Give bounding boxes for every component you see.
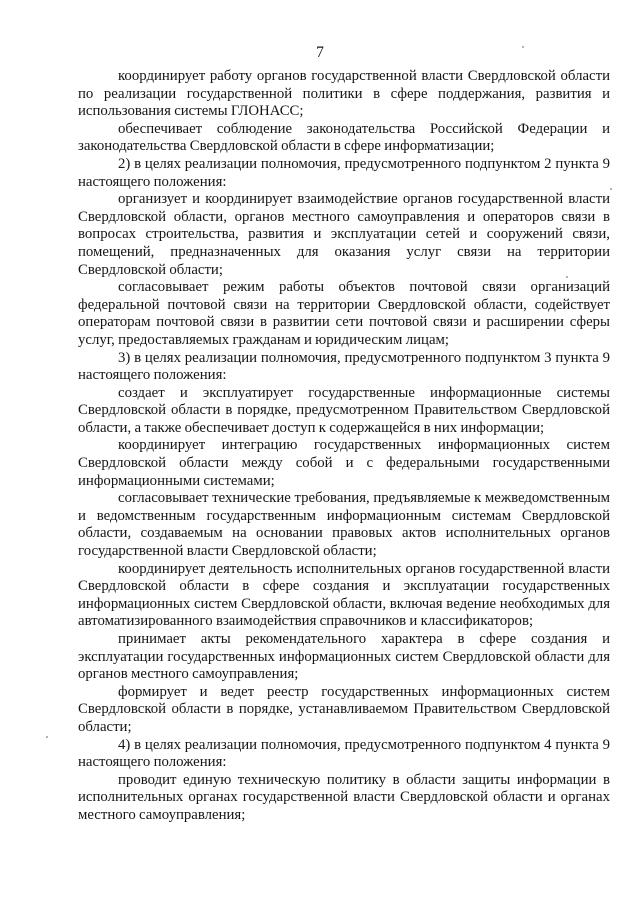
scan-speck: [610, 188, 612, 190]
paragraph-13: 4) в целях реализации полномочия, предусмотренного подпунктом 4 пункта 9 настоящего положения:: [78, 736, 610, 771]
scan-speck: [566, 276, 568, 278]
scan-speck: [46, 736, 48, 738]
paragraph-6: 3) в целях реализации полномочия, предусмотренного подпунктом 3 пункта 9 настоящего положения:: [78, 349, 610, 384]
paragraph-8: координирует интеграцию государственных информационных систем Свердловской области между собой и с федеральными государственными информационными системами;: [78, 437, 610, 489]
paragraph-12: формирует и ведет реестр государственных информационных систем Свердловской области в порядке, устанавливаемом Правительством Свердловской области;: [78, 683, 610, 735]
paragraph-1: координирует работу органов государственной власти Свердловской области по реализации государственной политики в сфере поддержания, развития и использования системы ГЛОНАСС;: [78, 68, 610, 120]
document-body: [78, 68, 610, 825]
scan-speck: [522, 46, 524, 48]
paragraph-11: принимает акты рекомендательного характера в сфере создания и эксплуатации государственных информационных систем Свердловской области для органов местного самоуправления;: [78, 631, 610, 683]
page-number: 7: [316, 44, 324, 61]
paragraph-7: создает и эксплуатирует государственные информационные системы Свердловской области в порядке, предусмотренном Правительством Свердловской области, а также обеспечивает доступ к содержащейся в них информации;: [78, 384, 610, 436]
paragraph-4: организует и координирует взаимодействие органов государственной власти Свердловской области, органов местного самоуправления и операторов связи в вопросах строительства, развития и эксплуатации сетей и сооружений связи, помещений, предназначенных для оказания услуг связи на территории Свердловской области;: [78, 191, 610, 278]
paragraph-14: проводит единую техническую политику в области защиты информации в исполнительных органах государственной власти Свердловской области и органах местного самоуправления;: [78, 771, 610, 823]
paragraph-2: обеспечивает соблюдение законодательства Российской Федерации и законодательства Свердловской области в сфере информатизации;: [78, 120, 610, 155]
paragraph-5: согласовывает режим работы объектов почтовой связи организаций федеральной почтовой связи на территории Свердловской области, содействует операторам почтовой связи в развитии сети почтовой связи и расширении сферы услуг, предоставляемых гражданам и юридическим лицам;: [78, 279, 610, 348]
paragraph-9: согласовывает технические требования, предъявляемые к межведомственным и ведомственным государственным информационным системам Свердловской области, создаваемым на основании правовых актов исполнительных органов государственной власти Свердловской области;: [78, 490, 610, 560]
paragraph-10: координирует деятельность исполнительных органов государственной власти Свердловской области в сфере создания и эксплуатации государственных информационных систем Свердловской области, включая ведение необходимых для автоматизированного взаимодействия справочников и классификаторов;: [78, 560, 610, 630]
paragraph-3: 2) в целях реализации полномочия, предусмотренного подпунктом 2 пункта 9 настоящего положения:: [78, 155, 610, 190]
